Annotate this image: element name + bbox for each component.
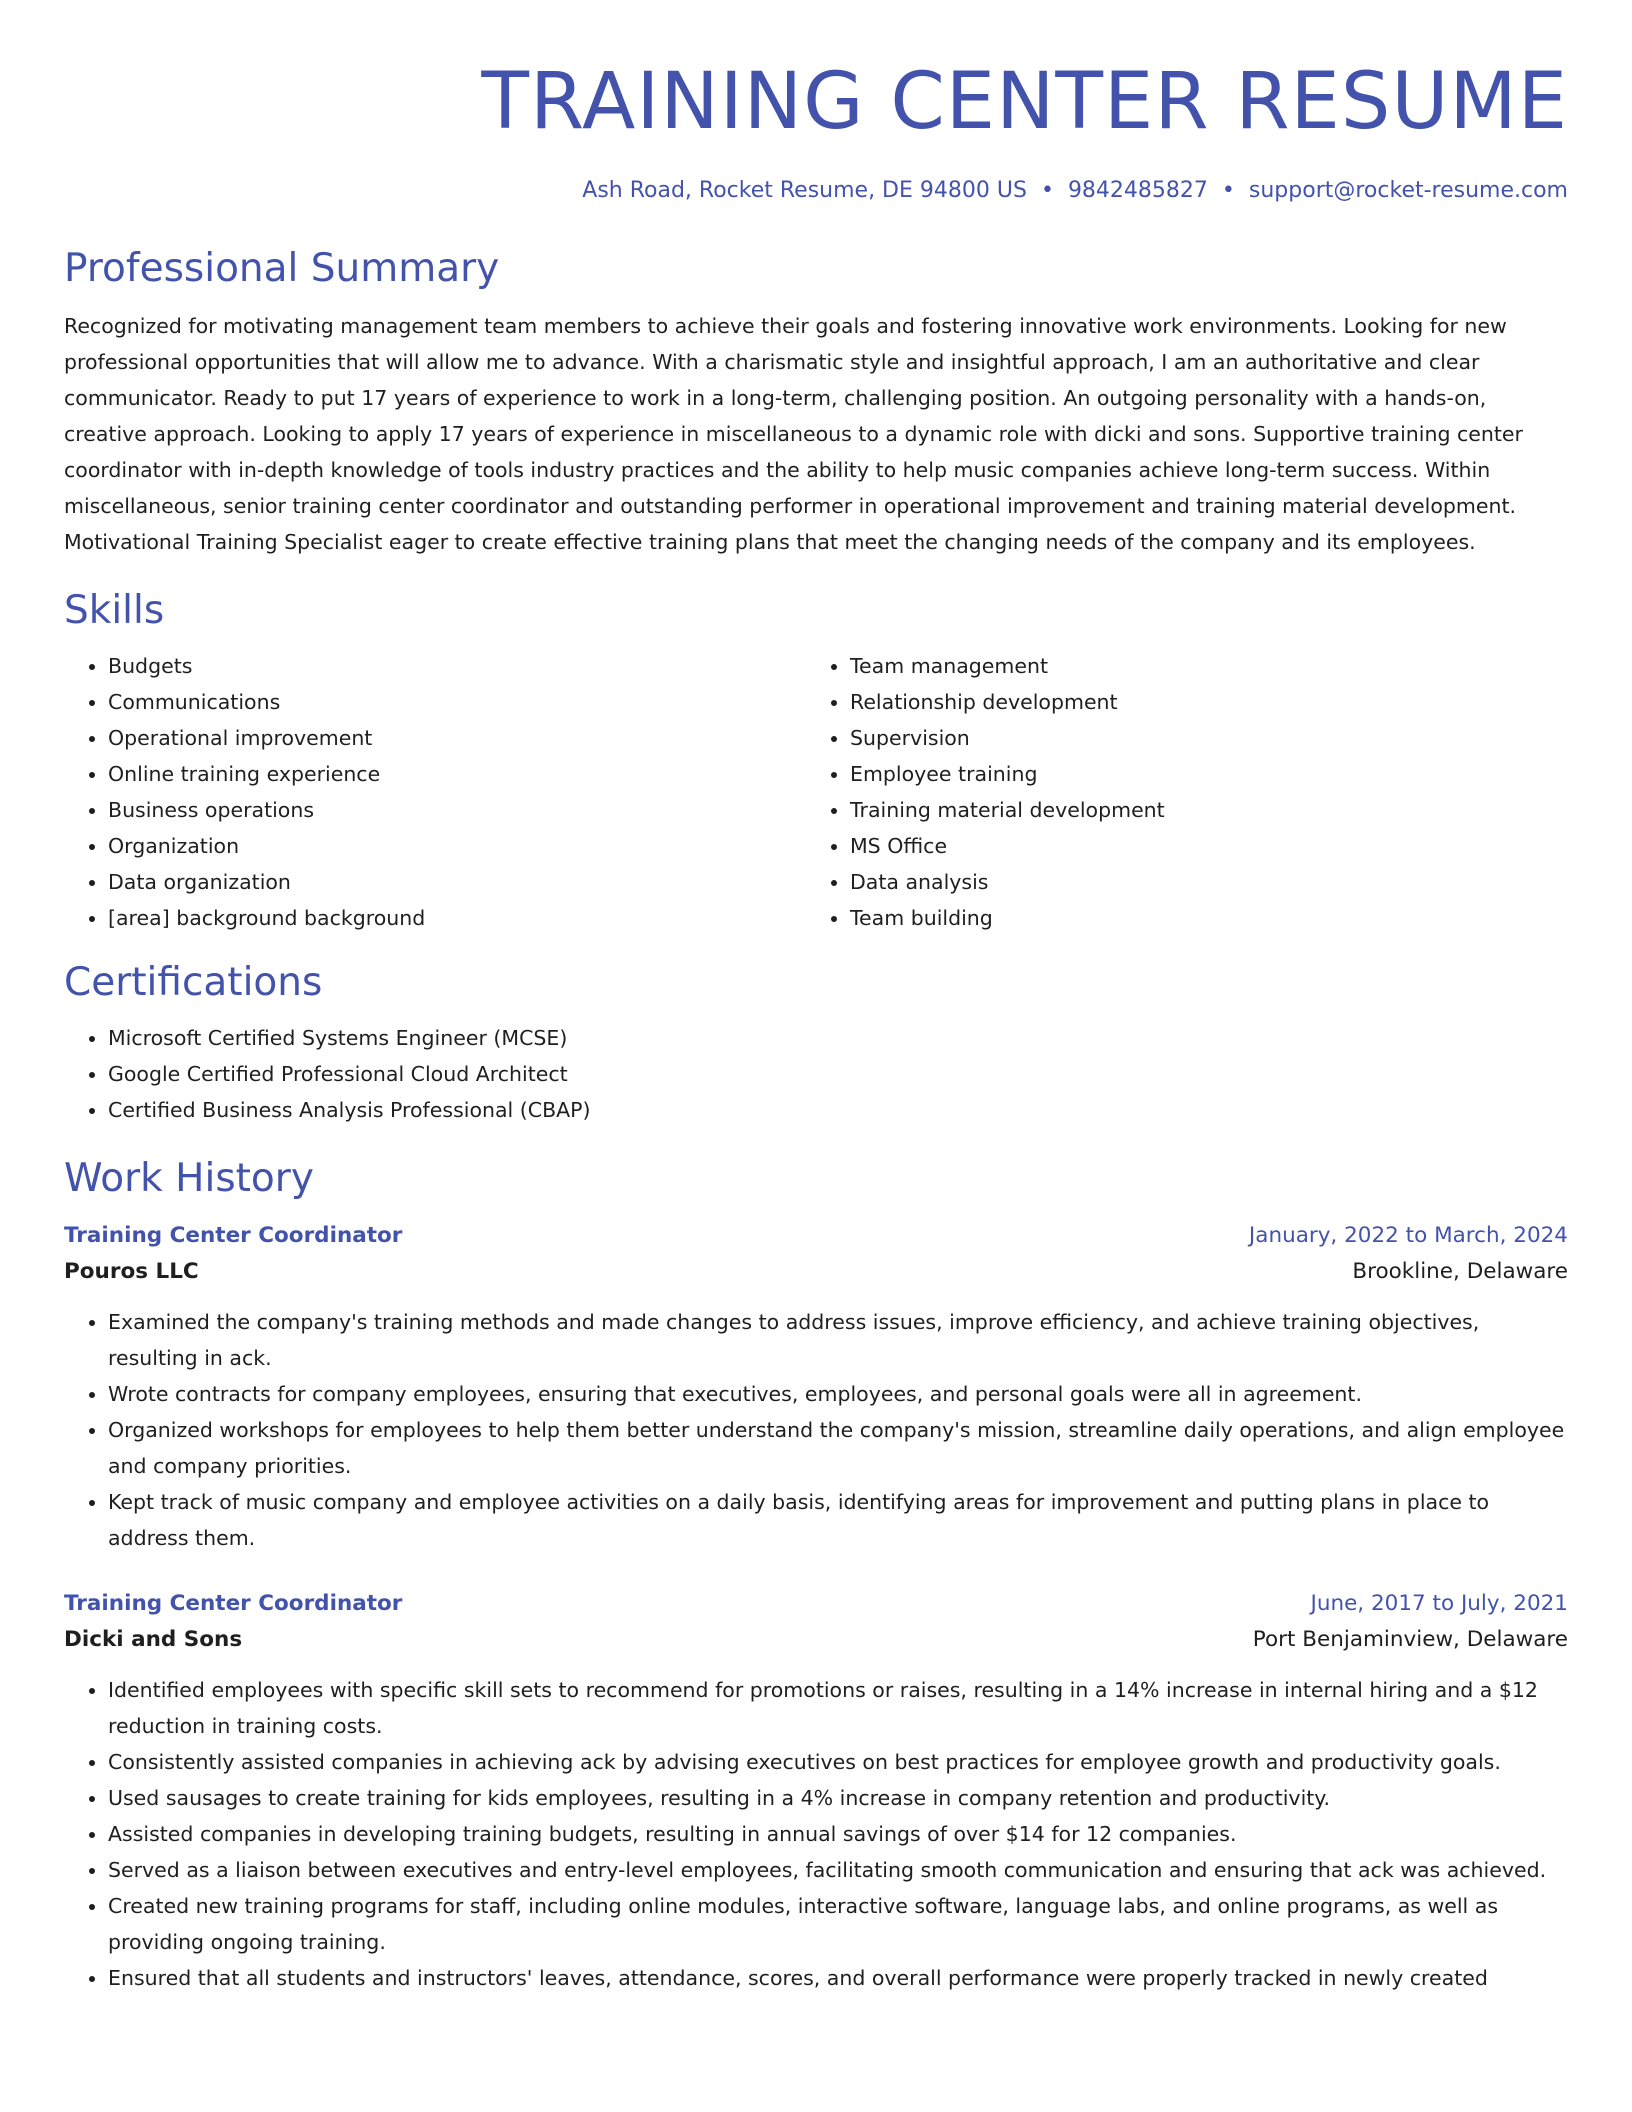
job-title: Training Center Coordinator (64, 1223, 403, 1248)
certification-item: • Microsoft Certified Systems Engineer (MCSE) (108, 1020, 1568, 1056)
job-bullet: • Used sausages to create training for kids employees, resulting in a 4% increase in company retention and productivity. (108, 1780, 1568, 1816)
job-company-row (64, 1622, 1568, 1658)
skill-item: • Data analysis (850, 864, 1548, 900)
resume-page (64, 0, 1568, 1996)
job-header-row (64, 1586, 1568, 1622)
skill-item: • [area] background background (108, 900, 806, 936)
skills-columns (64, 648, 1568, 936)
certification-item: • Google Certified Professional Cloud Architect (108, 1056, 1568, 1092)
skill-item: • Business operations (108, 792, 806, 828)
skills-column-right (806, 648, 1548, 936)
skill-item: • Organization (108, 828, 806, 864)
job-company: Dicki and Sons (64, 1627, 243, 1652)
skill-item: • Operational improvement (108, 720, 806, 756)
job-dates: January, 2022 to March, 2024 (1248, 1223, 1568, 1248)
section-heading-work-history: Work History (64, 1156, 314, 1201)
contact-phone: 9842485827 (1067, 178, 1208, 203)
job-bullet: • Organized workshops for employees to help them better understand the company's mission, streamline daily operations, and align employee and company priorities. (108, 1412, 1568, 1484)
contact-address: Ash Road, Rocket Resume, DE 94800 US (582, 178, 1027, 203)
job-bullet: • Assisted companies in developing training budgets, resulting in annual savings of over $14 for 12 companies. (108, 1816, 1568, 1852)
resume-title: TRAINING CENTER RESUME (481, 57, 1568, 147)
skills-list-left (64, 648, 806, 936)
skill-item: • MS Office (850, 828, 1548, 864)
skill-item: • Online training experience (108, 756, 806, 792)
skill-item: • Data organization (108, 864, 806, 900)
job-bullet: • Created new training programs for staff, including online modules, interactive software, language labs, and online programs, as well as providing ongoing training. (108, 1888, 1568, 1960)
contact-line (64, 176, 1568, 206)
job-bullet: • Served as a liaison between executives and entry-level employees, facilitating smooth communication and ensuring that ack was achieved. (108, 1852, 1568, 1888)
job-bullet: • Identified employees with specific skill sets to recommend for promotions or raises, resulting in a 14% increase in internal hiring and a $12 reduction in training costs. (108, 1672, 1568, 1744)
job-header-row (64, 1218, 1568, 1254)
section-heading-skills: Skills (64, 588, 165, 633)
skill-item: • Training material development (850, 792, 1548, 828)
job-entry (64, 1586, 1568, 1996)
job-bullet: • Consistently assisted companies in achieving ack by advising executives on best practices for employee growth and productivity goals. (108, 1744, 1568, 1780)
skill-item: • Team management (850, 648, 1548, 684)
summary-text: Recognized for motivating management team members to achieve their goals and fostering innovative work environments. Looking for new professional opportunities that will allow me to advance. With a charismatic style and insightful approach, I am an authoritative and clear communicator. Ready to put 17 years of experience to work in a long-term, challenging position. An outgoing personality with a hands-on, creative approach. Looking to apply 17 years of experience in miscellaneous to a dynamic role with dicki and sons. Supportive training center coordinator with in-depth knowledge of tools industry practices and the ability to help music companies achieve long-term success. Within miscellaneous, senior training center coordinator and outstanding performer in operational improvement and training material development. Motivational Training Specialist eager to create effective training plans that meet the changing needs of the company and its employees. (64, 314, 1523, 554)
job-bullet: • Ensured that all students and instructors' leaves, attendance, scores, and overall performance were properly tracked in newly created (108, 1960, 1568, 1996)
contact-separator: • (1040, 178, 1054, 203)
certifications-list (64, 1020, 1568, 1128)
job-location: Brookline, Delaware (1352, 1259, 1568, 1284)
skills-column-left (64, 648, 806, 936)
job-location: Port Benjaminview, Delaware (1252, 1627, 1568, 1652)
job-bullets (64, 1304, 1568, 1556)
job-bullets (64, 1672, 1568, 1996)
contact-email[interactable]: support@rocket-resume.com (1248, 178, 1568, 203)
skill-item: • Supervision (850, 720, 1548, 756)
contact-separator: • (1221, 178, 1235, 203)
skill-item: • Relationship development (850, 684, 1548, 720)
section-heading-summary: Professional Summary (64, 246, 500, 291)
skill-item: • Budgets (108, 648, 806, 684)
skill-item: • Team building (850, 900, 1548, 936)
job-dates: June, 2017 to July, 2021 (1310, 1591, 1568, 1616)
job-company-row (64, 1254, 1568, 1290)
job-bullet: • Wrote contracts for company employees, ensuring that executives, employees, and personal goals were all in agreement. (108, 1376, 1568, 1412)
skill-item: • Employee training (850, 756, 1548, 792)
job-bullet: • Kept track of music company and employee activities on a daily basis, identifying areas for improvement and putting plans in place to address them. (108, 1484, 1568, 1556)
skills-list-right (806, 648, 1548, 936)
certification-item: • Certified Business Analysis Professional (CBAP) (108, 1092, 1568, 1128)
job-entry (64, 1218, 1568, 1556)
job-bullet: • Examined the company's training methods and made changes to address issues, improve efficiency, and achieve training objectives, resulting in ack. (108, 1304, 1568, 1376)
job-company: Pouros LLC (64, 1259, 199, 1284)
job-title: Training Center Coordinator (64, 1591, 403, 1616)
section-heading-certifications: Certifications (64, 960, 323, 1005)
skill-item: • Communications (108, 684, 806, 720)
